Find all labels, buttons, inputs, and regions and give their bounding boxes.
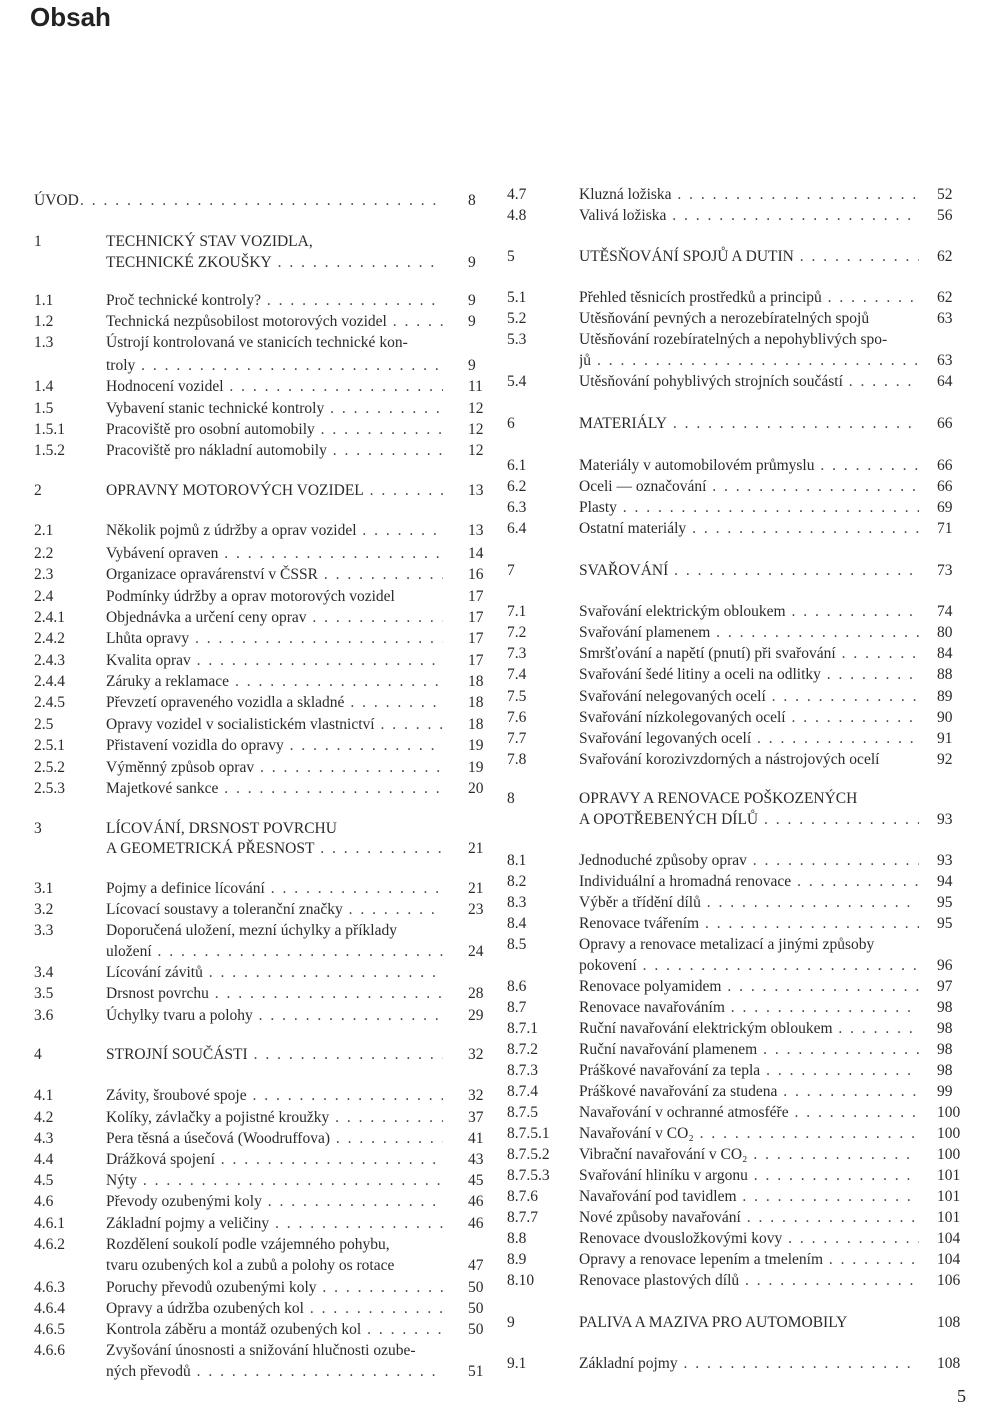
- toc-entry-title: OPRAVNY MOTOROVÝCH VOZIDEL . . .: [106, 480, 443, 501]
- toc-entry-title: Svařování elektrickým obloukem . . .: [579, 601, 919, 622]
- toc-entry-page: 52: [937, 186, 953, 203]
- toc-entry-title: TECHNICKÉ ZKOUŠKY . . .: [106, 252, 443, 273]
- toc-entry-number: 8.7.4: [507, 1083, 538, 1100]
- toc-entry-number: 2.4.3: [34, 652, 65, 669]
- toc-entry-page: 29: [468, 1007, 484, 1024]
- toc-entry-title: Svařování nelegovaných ocelí . . .: [579, 686, 919, 707]
- toc-entry-page: 95: [937, 894, 953, 911]
- toc-entry-page: 47: [468, 1257, 484, 1274]
- toc-entry-title: Opravy a údržba ozubených kol . . .: [106, 1298, 443, 1319]
- toc-entry-number: 7.3: [507, 645, 527, 662]
- toc-entry-title: Svařování plamenem . . .: [579, 622, 919, 643]
- toc-entry-number: 4.7: [507, 186, 527, 203]
- toc-entry-page: 62: [937, 248, 953, 265]
- toc-entry-number: 4.6: [34, 1193, 54, 1210]
- toc-entry-title: A OPOTŘEBENÝCH DÍLŮ . . .: [579, 809, 919, 830]
- toc-entry-page: 18: [468, 694, 484, 711]
- toc-entry-page: 98: [937, 999, 953, 1016]
- toc-entry-number: 4: [34, 1046, 42, 1063]
- toc-entry-title: TECHNICKÝ STAV VOZIDLA,: [106, 233, 313, 250]
- toc-entry-title: Nýty . . .: [106, 1170, 443, 1191]
- toc-entry-number: 1.5.2: [34, 442, 65, 459]
- toc-entry-title: Výměnný způsob oprav . . .: [106, 757, 443, 778]
- toc-entry-title: Hodnocení vozidel . . .: [106, 376, 443, 397]
- toc-entry-title: Přehled těsnicích prostředků a principů . . .: [579, 287, 919, 308]
- toc-entry-title: Renovace polyamidem . . .: [579, 976, 919, 997]
- toc-entry-page: 18: [468, 673, 484, 690]
- toc-entry-page: 100: [937, 1146, 961, 1163]
- toc-entry-title: Navařování pod tavidlem . . .: [579, 1186, 919, 1207]
- toc-entry-title: Smršťování a napětí (pnutí) při svařování . . .: [579, 643, 919, 664]
- toc-entry-number: 2.2: [34, 545, 54, 562]
- toc-entry-number: 2.5.3: [34, 780, 65, 797]
- toc-entry-page: 8: [468, 192, 476, 209]
- toc-entry-number: 7.2: [507, 624, 527, 641]
- toc-entry-number: 4.6.6: [34, 1342, 65, 1359]
- toc-entry-title: Renovace tvářením . . .: [579, 913, 919, 934]
- toc-entry-number: ÚVOD: [34, 192, 79, 209]
- toc-entry-number: 3.1: [34, 880, 54, 897]
- toc-entry-number: 1.4: [34, 378, 54, 395]
- toc-entry-page: 17: [468, 652, 484, 669]
- toc-entry-number: 8.7.3: [507, 1062, 538, 1079]
- toc-entry-title: Vybavení stanic technické kontroly . . .: [106, 398, 443, 419]
- toc-entry-page: 13: [468, 522, 484, 539]
- toc-entry-title: Zvyšování únosnosti a snižování hlučnosti ozube-: [106, 1342, 416, 1359]
- toc-entry-page: 17: [468, 630, 484, 647]
- toc-entry-number: 1.5: [34, 400, 54, 417]
- toc-entry-title: Kvalita oprav . . .: [106, 650, 443, 671]
- toc-entry-title: Navařování v ochranné atmosféře . . .: [579, 1102, 919, 1123]
- toc-entry-page: 28: [468, 985, 484, 1002]
- toc-entry-number: 4.6.5: [34, 1321, 65, 1338]
- toc-entry-page: 89: [937, 688, 953, 705]
- toc-entry-title: Lícovací soustavy a toleranční značky . . .: [106, 899, 443, 920]
- toc-entry-number: 6.3: [507, 499, 527, 516]
- toc-entry-page: 100: [937, 1104, 961, 1121]
- toc-entry-page: 98: [937, 1041, 953, 1058]
- toc-entry-number: 8.7.2: [507, 1041, 538, 1058]
- toc-entry-page: 62: [937, 289, 953, 306]
- toc-entry-title: SVAŘOVÁNÍ . . .: [579, 560, 919, 581]
- toc-entry-page: 66: [937, 457, 953, 474]
- toc-entry-title: Majetkové sankce . . .: [106, 778, 443, 799]
- toc-entry-page: 9: [468, 357, 476, 374]
- toc-entry-title: Svařování legovaných ocelí . . .: [579, 728, 919, 749]
- toc-entry-title: pokovení . . .: [579, 955, 919, 976]
- toc-entry-number: 1.3: [34, 334, 54, 351]
- toc-entry-title: Renovace plastových dílů . . .: [579, 1270, 919, 1291]
- toc-entry-title: uložení . . .: [106, 941, 443, 962]
- toc-entry-title: Přistavení vozidla do opravy . . .: [106, 735, 443, 756]
- toc-entry-number: 6: [507, 415, 515, 432]
- toc-entry-page: 94: [937, 873, 953, 890]
- toc-entry-number: 4.5: [34, 1172, 54, 1189]
- toc-entry-page: 13: [468, 482, 484, 499]
- toc-entry-page: 50: [468, 1300, 484, 1317]
- toc-entry-page: 106: [937, 1272, 961, 1289]
- toc-entry-title: Kluzná ložiska . . .: [579, 184, 919, 205]
- toc-entry-page: 99: [937, 1083, 953, 1100]
- toc-entry-number: 5: [507, 248, 515, 265]
- toc-entry-number: 7.8: [507, 751, 527, 768]
- toc-entry-page: 66: [937, 478, 953, 495]
- toc-entry-title: Svařování nízkolegovaných ocelí . . .: [579, 707, 919, 728]
- toc-entry-page: 74: [937, 603, 953, 620]
- toc-entry-title: Opravy vozidel v socialistickém vlastnictví . . .: [106, 714, 443, 735]
- toc-entry-title: Rozdělení soukolí podle vzájemného pohybu,: [106, 1236, 390, 1253]
- toc-entry-number: 8.7.1: [507, 1020, 538, 1037]
- toc-entry-number: 8.7.5: [507, 1104, 538, 1121]
- toc-entry-page: 93: [937, 811, 953, 828]
- toc-entry-page: 14: [468, 545, 484, 562]
- toc-entry-title: Renovace navařováním . . .: [579, 997, 919, 1018]
- toc-entry-page: 56: [937, 207, 953, 224]
- toc-entry-page: 12: [468, 442, 484, 459]
- toc-entry-title: STROJNÍ SOUČÁSTI . . .: [106, 1044, 443, 1065]
- toc-entry-title: Práškové navařování za tepla . . .: [579, 1060, 919, 1081]
- toc-entry-title: Pojmy a definice lícování . . .: [106, 878, 443, 899]
- toc-entry-number: 7.1: [507, 603, 527, 620]
- toc-entry-number: 5.2: [507, 310, 527, 327]
- toc-entry-number: 2.4.5: [34, 694, 65, 711]
- toc-entry-title: jů . . .: [579, 350, 919, 371]
- toc-entry-title: Drážková spojení . . .: [106, 1149, 443, 1170]
- toc-entry-number: 2.5: [34, 716, 54, 733]
- toc-entry-title: Ostatní materiály . . .: [579, 518, 919, 539]
- toc-entry-number: 4.6.1: [34, 1215, 65, 1232]
- toc-entry-title: Nové způsoby navařování . . .: [579, 1207, 919, 1228]
- toc-entry-title: Plasty . . .: [579, 497, 919, 518]
- toc-entry-page: 23: [468, 901, 484, 918]
- toc-entry-title: Vybávení opraven . . .: [106, 543, 443, 564]
- toc-entry-title: Organizace opravárenství v ČSSR . . .: [106, 564, 443, 585]
- toc-entry-page: 19: [468, 759, 484, 776]
- toc-entry-page: 17: [468, 588, 484, 605]
- toc-entry-page: 50: [468, 1279, 484, 1296]
- toc-entry-number: 8.6: [507, 978, 527, 995]
- toc-entry-page: 11: [468, 378, 483, 395]
- toc-entry-number: 4.8: [507, 207, 527, 224]
- toc-entry-page: 98: [937, 1062, 953, 1079]
- toc-entry-title: Opravy a renovace lepením a tmelením . . .: [579, 1249, 919, 1270]
- page-heading: Obsah: [30, 2, 111, 32]
- toc-entry-page: 93: [937, 852, 953, 869]
- toc-entry-title: Oceli — označování . . .: [579, 476, 919, 497]
- toc-entry-number: 8.7.5.3: [507, 1167, 550, 1184]
- toc-entry-title: Doporučená uložení, mezní úchylky a příklady: [106, 922, 397, 939]
- toc-entry-page: 104: [937, 1230, 961, 1247]
- toc-entry-title: Drsnost povrchu . . .: [106, 983, 443, 1004]
- toc-entry-page: 101: [937, 1209, 961, 1226]
- toc-entry-title: MATERIÁLY . . .: [579, 413, 919, 434]
- toc-entry-number: 7.6: [507, 709, 527, 726]
- toc-entry-page: 88: [937, 666, 953, 683]
- toc-entry-number: 9.1: [507, 1355, 527, 1372]
- toc-entry-number: 6.4: [507, 520, 527, 537]
- toc-entry-title: Závity, šroubové spoje . . .: [106, 1085, 443, 1106]
- toc-entry-number: 3.2: [34, 901, 54, 918]
- toc-entry-page: 43: [468, 1151, 484, 1168]
- toc-entry-number: 2.4.2: [34, 630, 65, 647]
- toc-entry-page: 24: [468, 943, 484, 960]
- toc-entry-number: 8.7.5.2: [507, 1146, 550, 1163]
- toc-entry-page: 16: [468, 566, 484, 583]
- toc-entry-title: Jednoduché způsoby oprav . . .: [579, 850, 919, 871]
- toc-entry-title: Utěsňování rozebíratelných a nepohyblivých spo-: [579, 331, 888, 348]
- toc-entry-number: 6.1: [507, 457, 527, 474]
- toc-entry-title: A GEOMETRICKÁ PŘESNOST . . .: [106, 838, 443, 859]
- toc-entry-number: 6.2: [507, 478, 527, 495]
- toc-entry-title: Objednávka a určení ceny oprav . . .: [106, 607, 443, 628]
- toc-entry-number: 7.5: [507, 688, 527, 705]
- toc-entry-number: 7.4: [507, 666, 527, 683]
- toc-entry-page: 98: [937, 1020, 953, 1037]
- toc-entry-page: 9: [468, 292, 476, 309]
- toc-entry-number: 2.4: [34, 588, 54, 605]
- toc-entry-title: Utěsňování pohyblivých strojních součástí . . .: [579, 371, 919, 392]
- toc-entry-number: 4.6.2: [34, 1236, 65, 1253]
- toc-entry-number: 5.4: [507, 373, 527, 390]
- toc-entry-title: Vibrační navařování v CO₂ . . .: [579, 1144, 919, 1165]
- toc-entry-page: 90: [937, 709, 953, 726]
- toc-entry-title: Proč technické kontroly? . . .: [106, 290, 443, 311]
- toc-entry-title: Ruční navařování elektrickým obloukem . . .: [579, 1018, 919, 1039]
- toc-entry-page: 46: [468, 1193, 484, 1210]
- toc-entry-number: 5.1: [507, 289, 527, 306]
- toc-entry-number: 2.4.4: [34, 673, 65, 690]
- toc-entry-number: 1.2: [34, 313, 54, 330]
- toc-entry-page: 108: [937, 1314, 961, 1331]
- toc-entry-page: 20: [468, 780, 484, 797]
- toc-entry-title: Základní pojmy a veličiny . . .: [106, 1213, 443, 1234]
- toc-entry-title: Základní pojmy . . .: [579, 1353, 919, 1374]
- toc-entry-page: 21: [468, 880, 484, 897]
- toc-entry-page: 80: [937, 624, 953, 641]
- toc-entry-title: Opravy a renovace metalizací a jinými způsoby: [579, 936, 875, 953]
- toc-entry-title: Utěsňování pevných a nerozebíratelných spojů: [579, 310, 870, 327]
- toc-entry-page: 9: [468, 313, 476, 330]
- toc-entry-number: 3: [34, 820, 42, 837]
- toc-entry-title: Převody ozubenými koly . . .: [106, 1191, 443, 1212]
- toc-entry-title: Ústrojí kontrolovaná ve stanicích technické kon-: [106, 334, 408, 351]
- toc-entry-page: 46: [468, 1215, 484, 1232]
- toc-entry-page: 37: [468, 1109, 484, 1126]
- toc-entry-page: 108: [937, 1355, 961, 1372]
- toc-entry-title: Úchylky tvaru a polohy . . .: [106, 1005, 443, 1026]
- toc-entry-page: 12: [468, 400, 484, 417]
- toc-entry-title: Svařování hliníku v argonu . . .: [579, 1165, 919, 1186]
- toc-entry-page: 9: [468, 254, 476, 271]
- toc-entry-number: 2.1: [34, 522, 54, 539]
- toc-entry-number: 8.7.6: [507, 1188, 538, 1205]
- toc-entry-title: Navařování v CO₂ . . .: [579, 1123, 919, 1144]
- toc-entry-title: Valivá ložiska . . .: [579, 205, 919, 226]
- toc-entry-title: tvaru ozubených kol a zubů a polohy os rotace: [106, 1257, 395, 1274]
- toc-entry-page: 104: [937, 1251, 961, 1268]
- toc-entry-number: 4.4: [34, 1151, 54, 1168]
- toc-entry-title: Podmínky údržby a oprav motorových vozidel: [106, 588, 395, 605]
- toc-entry-page: 12: [468, 421, 484, 438]
- toc-entry-number: 8.5: [507, 936, 527, 953]
- toc-entry-title: Záruky a reklamace . . .: [106, 671, 443, 692]
- toc-entry-title: Renovace dvousložkovými kovy . . .: [579, 1228, 919, 1249]
- toc-entry-title: troly . . .: [106, 355, 443, 376]
- toc-entry-number: 7.7: [507, 730, 527, 747]
- toc-entry-number: 2.5.1: [34, 737, 65, 754]
- toc-entry-page: 69: [937, 499, 953, 516]
- toc-entry-page: 91: [937, 730, 953, 747]
- toc-entry-number: 3.4: [34, 964, 54, 981]
- toc-entry-page: 95: [937, 915, 953, 932]
- toc-entry-title: Individuální a hromadná renovace . . .: [579, 871, 919, 892]
- toc-entry-page: 71: [937, 520, 953, 537]
- toc-entry-page: 92: [937, 751, 953, 768]
- toc-entry-number: 8.9: [507, 1251, 527, 1268]
- toc-entry-title: Práškové navařování za studena . . .: [579, 1081, 919, 1102]
- toc-entry-page: 50: [468, 1321, 484, 1338]
- toc-entry-page: 96: [937, 957, 953, 974]
- toc-entry-number: 3.6: [34, 1007, 54, 1024]
- toc-entry-title: Kolíky, závlačky a pojistné kroužky . . .: [106, 1107, 443, 1128]
- toc-entry-number: 1.1: [34, 292, 54, 309]
- toc-entry-page: 41: [468, 1130, 484, 1147]
- toc-entry-title: Pracoviště pro nákladní automobily . . .: [106, 440, 443, 461]
- toc-entry-page: 17: [468, 609, 484, 626]
- toc-entry-number: 4.6.3: [34, 1279, 65, 1296]
- toc-entry-page: 21: [468, 840, 484, 857]
- toc-entry-number: 9: [507, 1314, 515, 1331]
- toc-entry-number: 7: [507, 562, 515, 579]
- toc-entry-number: 4.1: [34, 1087, 54, 1104]
- toc-entry-number: 5.3: [507, 331, 527, 348]
- toc-entry-title: Materiály v automobilovém průmyslu . . .: [579, 455, 919, 476]
- toc-entry-page: 97: [937, 978, 953, 995]
- toc-entry-number: 2.4.1: [34, 609, 65, 626]
- toc-entry-title: PALIVA A MAZIVA PRO AUTOMOBILY: [579, 1314, 848, 1331]
- toc-entry-number: 8.3: [507, 894, 527, 911]
- toc-entry-number: 2.5.2: [34, 759, 65, 776]
- toc-entry-page: 84: [937, 645, 953, 662]
- toc-entry-page: 100: [937, 1125, 961, 1142]
- toc-entry-page: 32: [468, 1087, 484, 1104]
- toc-entry-number: 3.3: [34, 922, 54, 939]
- toc-entry-title: OPRAVY A RENOVACE POŠKOZENÝCH: [579, 790, 858, 807]
- toc-entry-number: 2: [34, 482, 42, 499]
- page-number: 5: [957, 1386, 966, 1406]
- toc-entry-number: 1: [34, 233, 42, 250]
- toc-entry-number: 4.6.4: [34, 1300, 65, 1317]
- toc-entry-page: 101: [937, 1188, 961, 1205]
- toc-entry-title: Technická nezpůsobilost motorových vozidel . . .: [106, 311, 443, 332]
- toc-entry-number: 8.7: [507, 999, 527, 1016]
- toc-entry-page: 18: [468, 716, 484, 733]
- toc-entry-number: 4.3: [34, 1130, 54, 1147]
- toc-entry-page: 45: [468, 1172, 484, 1189]
- toc-entry-page: 63: [937, 352, 953, 369]
- toc-entry-number: 8.4: [507, 915, 527, 932]
- toc-entry-title: Svařování šedé litiny a oceli na odlitky . . .: [579, 664, 919, 685]
- toc-entry-title: Poruchy převodů ozubenými koly . . .: [106, 1277, 443, 1298]
- toc-entry-title: Lhůta opravy . . .: [106, 628, 443, 649]
- toc-entry-page: 73: [937, 562, 953, 579]
- toc-entry-title: UTĚSŇOVÁNÍ SPOJŮ A DUTIN . . .: [579, 246, 919, 267]
- toc-entry-title: Několik pojmů z údržby a oprav vozidel . . .: [106, 520, 443, 541]
- toc-entry-title: ných převodů . . .: [106, 1361, 443, 1382]
- toc-entry-title: Svařování korozivzdorných a nástrojových ocelí: [579, 751, 880, 768]
- toc-entry-title: Lícování závitů . . .: [106, 962, 443, 983]
- toc-entry-number: 8.10: [507, 1272, 535, 1289]
- toc-entry-title: Pracoviště pro osobní automobily . . .: [106, 419, 443, 440]
- toc-entry-page: 63: [937, 310, 953, 327]
- toc-entry-number: 8.2: [507, 873, 527, 890]
- toc-entry-number: 8.8: [507, 1230, 527, 1247]
- toc-entry-title: LÍCOVÁNÍ, DRSNOST POVRCHU: [106, 820, 337, 837]
- toc-entry-number: 8.1: [507, 852, 527, 869]
- toc-entry-title: Výběr a třídění dílů . . .: [579, 892, 919, 913]
- toc-entry-number: 3.5: [34, 985, 54, 1002]
- toc-entry-page: 32: [468, 1046, 484, 1063]
- toc-entry-number: 8.7.5.1: [507, 1125, 550, 1142]
- toc-entry-number: 8: [507, 790, 515, 807]
- toc-entry-title: Pera těsná a úsečová (Woodruffova) . . .: [106, 1128, 443, 1149]
- toc-entry-title: Ruční navařování plamenem . . .: [579, 1039, 919, 1060]
- toc-entry-page: 64: [937, 373, 953, 390]
- toc-entry-title: Převzetí opraveného vozidla a skladné . . .: [106, 692, 443, 713]
- toc-entry-title: [80, 190, 443, 211]
- toc-entry-number: 4.2: [34, 1109, 54, 1126]
- toc-entry-number: 2.3: [34, 566, 54, 583]
- toc-entry-number: 8.7.7: [507, 1209, 538, 1226]
- toc-entry-page: 66: [937, 415, 953, 432]
- toc-entry-number: 1.5.1: [34, 421, 65, 438]
- toc-entry-page: 101: [937, 1167, 961, 1184]
- toc-entry-page: 19: [468, 737, 484, 754]
- toc-entry-title: Kontrola záběru a montáž ozubených kol . . .: [106, 1319, 443, 1340]
- toc-entry-page: 51: [468, 1363, 484, 1380]
